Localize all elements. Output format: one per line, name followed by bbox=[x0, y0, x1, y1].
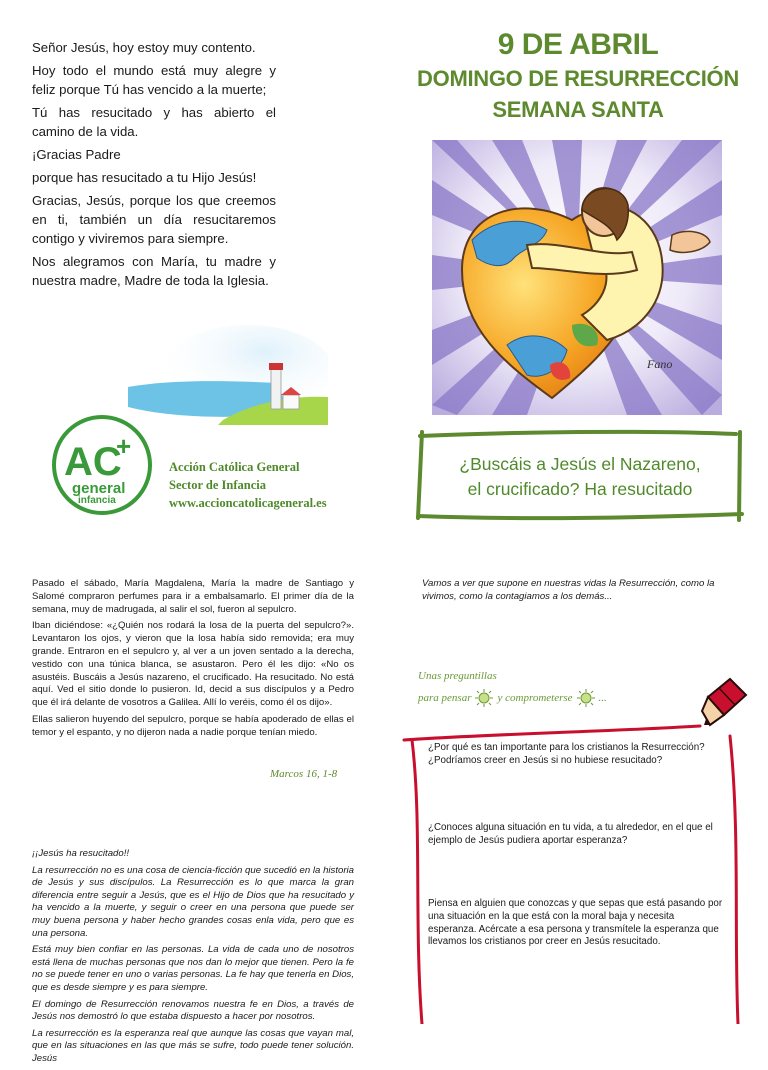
prayer-line: ¡Gracias Padre bbox=[32, 147, 121, 162]
logo-plus: + bbox=[116, 431, 132, 461]
questions-heading-think: para pensar bbox=[418, 692, 472, 704]
gospel-citation: Marcos 16, 1-8 bbox=[270, 768, 338, 780]
prayer-line: porque has resucitado a tu Hijo Jesús! bbox=[32, 170, 257, 185]
lighthouse-illustration bbox=[128, 325, 328, 425]
prayer-line: Nos alegramos con María, tu madre y nuestra madre, Madre de toda la Iglesia. bbox=[32, 254, 276, 288]
org-website-link[interactable]: www.accioncatolicageneral.es bbox=[169, 496, 327, 510]
logo-svg bbox=[50, 413, 154, 517]
page-subtitle: DOMINGO DE RESURRECCIÓN bbox=[417, 66, 739, 91]
reflection-heading: ¡¡Jesús ha resucitado!! bbox=[32, 848, 130, 859]
gospel-paragraph: Pasado el sábado, María Magdalena, María la madre de Santiago y Salomé compraron perfumes para ir a embalsamarlo. El primer día de la semana, muy de madrugada, al salir el sol, fueron al sepulcro. bbox=[32, 578, 354, 615]
prayer-line: Gracias, Jesús, porque los que creemos en ti, también un día resucitaremos contigo y viviremos para siempre. bbox=[32, 193, 276, 246]
reflection-question: Piensa en alguien que conozcas y que sepas que está pasando por una situación en la que está con la moral baja y necesita esperanza. Acércate a esa persona y transmítele la esperanza que llevamos los cristianos por creer en Jesús resucitado. bbox=[428, 898, 723, 948]
prayer-line: Hoy todo el mundo está muy alegre y feliz porque Tú has vencido a la muerte; bbox=[32, 63, 276, 97]
jesus-hugging-world-illustration bbox=[432, 140, 722, 415]
quote-text bbox=[424, 452, 736, 502]
gospel-reading bbox=[32, 578, 354, 744]
page-subtitle-season: SEMANA SANTA bbox=[492, 97, 664, 122]
artist-signature: Fano bbox=[647, 357, 673, 371]
questions-heading-line1: Unas preguntillas bbox=[418, 670, 497, 682]
logo-word-infancia: infancia bbox=[78, 495, 116, 506]
prayer-line: Señor Jesús, hoy estoy muy contento. bbox=[32, 40, 256, 55]
reflection-paragraph: El domingo de Resurrección renovamos nuestra fe en Dios, a través de Jesús nos demostró lo que estaba dispuesto a hacer por nosotros. bbox=[32, 998, 354, 1023]
reflection-question: ¿Por qué es tan importante para los cristianos la Resurrección? ¿Podríamos creer en Jesús si no hubiese resucitado? bbox=[428, 742, 705, 766]
quote-line: el crucificado? Ha resucitado bbox=[467, 479, 693, 499]
gospel-paragraph: Ellas salieron huyendo del sepulcro, porque se había apoderado de ellas el temor y el espanto, y no dijeron nada a nadie porque tenían miedo. bbox=[32, 713, 354, 738]
reflection-paragraph: La resurrección es la esperanza real que aunque las cosas que vayan mal, que en las situaciones en las que más se sufre, todo puede tener solución. Jesús bbox=[32, 1027, 354, 1064]
logo-letters: AC bbox=[64, 440, 122, 484]
logo-word-general: general bbox=[72, 480, 126, 497]
questions-heading-commit: y comprometerse bbox=[497, 692, 573, 704]
questions-heading-line2 bbox=[418, 687, 607, 709]
gospel-paragraph: Iban diciéndose: «¿Quién nos rodará la losa de la puerta del sepulcro?». Levantaron los ojos, y vieron que la losa había sido removida; era muy grande. Entraron en el sepulcro y, al ver a un joven sentado a la derecha, vestido con una túnica blanca, se asustaron. Pero él les dijo: «No os asustéis. Buscáis a Jesús nazareno, el crucificado. Ha resucitado. No está aquí. Ved el sitio donde lo pusieron. Id, decid a sus discípulos y a Pedro que él irá delante de vosotros a Galilea. Allí lo veréis, como él os dijo». bbox=[32, 620, 354, 709]
lighthouse-svg bbox=[128, 325, 328, 425]
gear-sun-icon bbox=[577, 689, 595, 707]
reflection-question: ¿Conoces alguna situación en tu vida, a tu alrededor, en el que el ejemplo de Jesús pudiera aportar esperanza? bbox=[428, 822, 713, 846]
illustration-svg bbox=[432, 140, 722, 415]
org-sector: Sector de Infancia bbox=[169, 478, 266, 492]
organization-info bbox=[169, 458, 327, 512]
quote-line: ¿Buscáis a Jesús el Nazareno, bbox=[459, 454, 701, 474]
reflection-paragraph: Está muy bien confiar en las personas. La vida de cada uno de nosotros está llena de muchas personas que nos dan lo mejor que tienen. Pero la fe no se puede tener en uno o varias personas. La fe hay que tenerla en Dios, que es desde siempre y es para siempre. bbox=[32, 944, 354, 993]
page-title-date: 9 DE ABRIL bbox=[497, 28, 659, 61]
reflection-paragraph: La resurrección no es una cosa de ciencia-ficción que sucedió en la historia de Jesús y sus discípulos. La Resurrección es lo que marca la gran diferencia entre seguir a Jesús, que es el Hijo de Dios que ha resucitado y ha vencido a la muerte, y seguir o creer en una persona que puede ser muy buena persona y haber hecho grandes cosas enla vida, pero que es una persona. bbox=[32, 864, 354, 939]
org-name: Acción Católica General bbox=[169, 460, 300, 474]
questions-heading-ellipsis: ... bbox=[598, 692, 607, 704]
prayer-text bbox=[32, 38, 276, 294]
prayer-line: Tú has resucitado y has abierto el camino de la vida. bbox=[32, 105, 276, 139]
questions-intro: Vamos a ver que supone en nuestras vidas la Resurrección, como la vivimos, como la contagiamos a los demás... bbox=[422, 578, 715, 602]
lightbulb-sun-icon bbox=[475, 689, 493, 707]
questions-heading bbox=[418, 665, 607, 709]
accion-catolica-logo bbox=[50, 413, 154, 517]
reflection-text bbox=[32, 848, 354, 1070]
